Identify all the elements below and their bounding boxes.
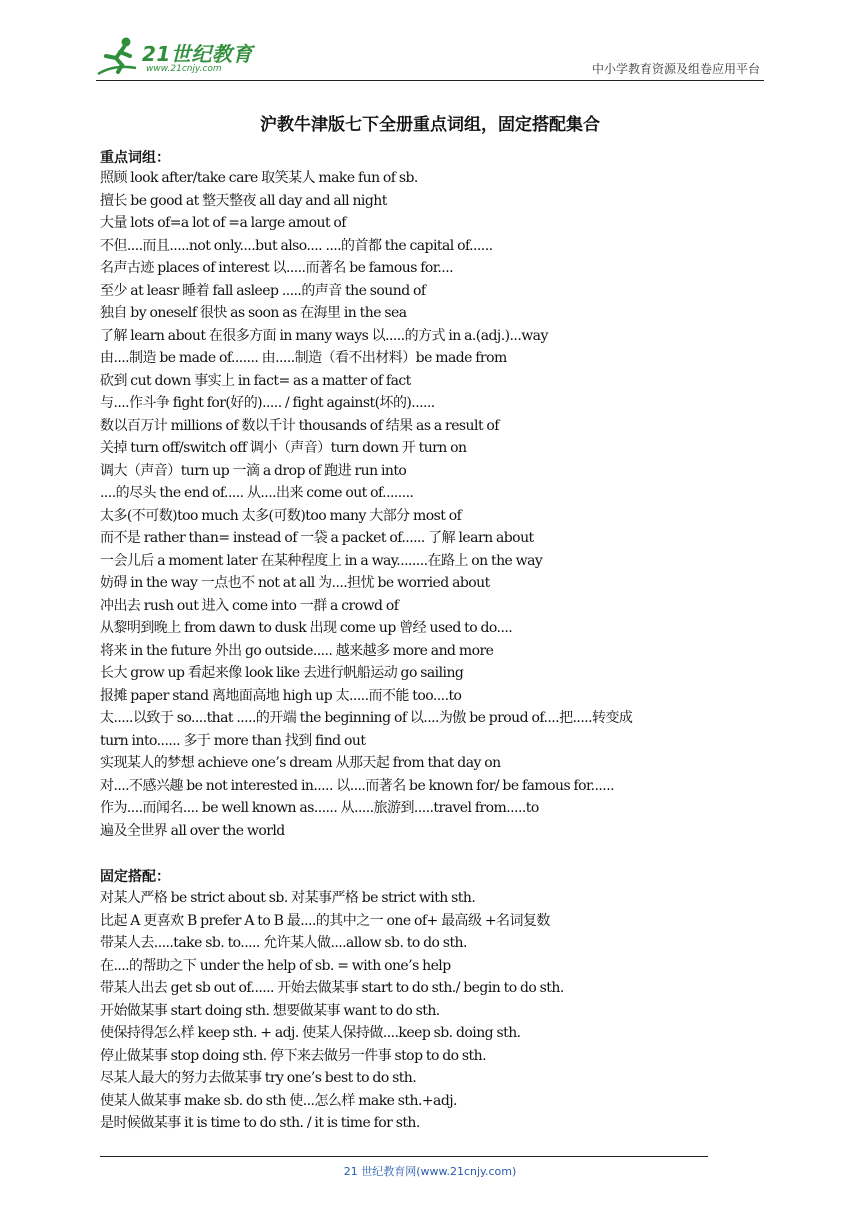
phrase-line: 名声古迹 places of interest 以.....而著名 be famous for.... <box>100 260 453 276</box>
phrase-line: 在....的帮助之下 under the help of sb. = with one’s help <box>100 957 451 974</box>
phrase-line: 太.....以致于 so....that .....的开端 the beginning of 以....为傲 be proud of....把.....转变成 <box>100 710 633 726</box>
phrase-line: 照顾 look after/take care 取笑某人 make fun of sb. <box>100 170 418 186</box>
phrase-line: 太多(不可数)too much 太多(可数)too many 大部分 most of <box>100 507 462 524</box>
phrase-line: 由....制造 be made of....... 由.....制造（看不出材料）be made from <box>100 350 507 366</box>
phrase-line: 一会儿后 a moment later 在某种程度上 in a way........在路上 on the way <box>100 552 543 569</box>
phrase-line: 擅长 be good at 整天整夜 all day and all night <box>100 192 387 209</box>
phrase-line: turn into...... 多于 more than 找到 find out <box>100 732 366 749</box>
platform-name: 中小学教育资源及组卷应用平台 <box>591 62 760 76</box>
section-title-key-phrases: 重点词组： <box>100 150 170 166</box>
phrase-line: 作为....而闻名.... be well known as...... 从.....旅游到.....travel from.....to <box>100 800 539 816</box>
phrase-line: 砍到 cut down 事实上 in fact= as a matter of fact <box>100 372 411 389</box>
phrase-line: 带某人出去 get sb out of...... 开始去做某事 start to do sth./ begin to do sth. <box>100 980 564 996</box>
phrase-line: 长大 grow up 看起来像 look like 去进行帆船运动 go sailing <box>100 665 464 681</box>
document-title: 沪教牛津版七下全册重点词组，固定搭配集合 <box>260 115 600 135</box>
phrase-line: 是时候做某事 it is time to do sth. / it is time for sth. <box>100 1115 420 1131</box>
phrase-line: 比起 A 更喜欢 B prefer A to B 最....的其中之一 one of+ 最高级 +名词复数 <box>100 912 550 929</box>
logo <box>96 34 266 78</box>
phrase-line: 妨碍 in the way 一点也不 not at all 为....担忧 be worried about <box>100 575 490 591</box>
phrase-line: 与....作斗争 fight for(好的)..... / fight against(坏的)...... <box>100 395 435 411</box>
phrase-line: 关掉 turn off/switch off 调小（声音）turn down 开 turn on <box>100 440 467 456</box>
phrase-line: 使某人做某事 make sb. do sth 使...怎么样 make sth.+adj. <box>100 1092 457 1109</box>
phrase-line: 尽某人最大的努力去做某事 try one’s best to do sth. <box>100 1070 417 1086</box>
phrase-line: 不但....而且.....not only....but also.... ....的首都 the capital of...... <box>100 237 493 254</box>
phrase-line: 对某人严格 be strict about sb. 对某事严格 be strict with sth. <box>100 890 476 906</box>
phrase-line: 开始做某事 start doing sth. 想要做某事 want to do sth. <box>100 1002 440 1019</box>
phrase-line: ....的尽头 the end of..... 从....出来 come out of........ <box>100 485 414 501</box>
logo-text: 21世纪教育 <box>142 42 253 66</box>
footer-text: 21 世纪教育网(www.21cnjy.com) <box>343 1165 517 1178</box>
phrase-line: 至少 at leasr 睡着 fall asleep .....的声音 the sound of <box>100 282 426 299</box>
logo-url: www.21cnjy.com <box>146 64 222 74</box>
phrase-line: 而不是 rather than= instead of 一袋 a packet of...... 了解 learn about <box>100 530 534 546</box>
phrase-line: 冲出去 rush out 进入 come into 一群 a crowd of <box>100 597 399 614</box>
section-title-fixed-collocations: 固定搭配： <box>100 869 170 885</box>
phrase-line: 实现某人的梦想 achieve one’s dream 从那天起 from that day on <box>100 755 501 771</box>
runner-logo-icon <box>96 34 144 78</box>
phrase-line: 了解 learn about 在很多方面 in many ways 以.....的方式 in a.(adj.)...way <box>100 327 548 344</box>
phrase-line: 带某人去.....take sb. to..... 允许某人做....allow sb. to do sth. <box>100 935 467 951</box>
phrase-line: 数以百万计 millions of 数以千计 thousands of 结果 as a result of <box>100 417 499 434</box>
phrase-line: 大量 lots of=a lot of =a large amout of <box>100 215 346 231</box>
phrase-line: 对....不感兴趣 be not interested in..... 以....而著名 be known for/ be famous for...... <box>100 777 614 794</box>
phrase-line: 从黎明到晚上 from dawn to dusk 出现 come up 曾经 used to do.... <box>100 620 513 636</box>
phrase-line: 将来 in the future 外出 go outside..... 越来越多 more and more <box>100 642 494 659</box>
page-header <box>96 34 764 80</box>
phrase-line: 遍及全世界 all over the world <box>100 822 285 839</box>
phrase-line: 报摊 paper stand 离地面高地 high up 太.....而不能 too....to <box>100 687 462 704</box>
phrase-line: 调大（声音）turn up 一滴 a drop of 跑进 run into <box>100 462 407 479</box>
header-divider <box>96 80 764 81</box>
phrase-line: 停止做某事 stop doing sth. 停下来去做另一件事 stop to do sth. <box>100 1047 487 1064</box>
phrase-line: 独自 by oneself 很快 as soon as 在海里 in the sea <box>100 305 407 321</box>
phrase-line: 使保持得怎么样 keep sth. + adj. 使某人保持做....keep sb. doing sth. <box>100 1025 521 1041</box>
footer-divider <box>100 1156 708 1157</box>
